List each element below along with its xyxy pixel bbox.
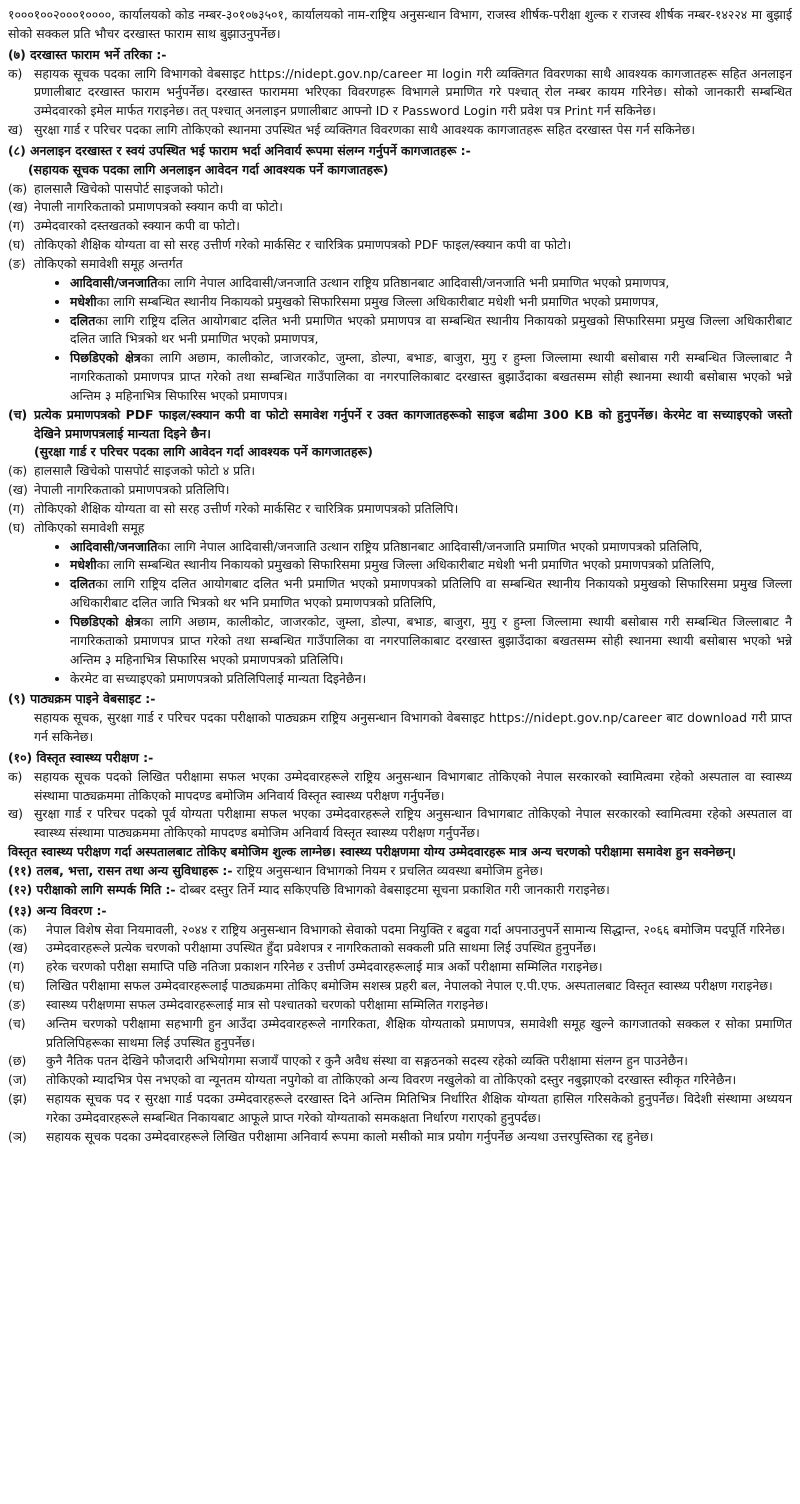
- item-text: सहायक सूचक पदका लागि विभागको वेबसाइट https://nidept.gov.np/career मा login गरी व्यक्तिगत विवरणका साथै आवश्यक कागजातहरू सहित अनलाइन प्रणालीबाट दरखास्त फाराम भर्नुपर्नेछ। दरखास्त फाराममा भरिएका विवरणहरू विभागले प्रमाणित गरे पश्चात् रोल नम्बर कायम गरिनेछ। सोको जानकारी सम्बन्धित उम्मेदवारको इमेल मार्फत गराइनेछ। तत् पश्चात् अनलाइन प्रणालीबाट आफ्नो ID र Password Login गरी प्रवेश पत्र Print गर्न सकिनेछ।: [34, 65, 792, 119]
- item-text: लिखित परीक्षामा सफल उम्मेदवारहरूलाई पाठ्यक्रममा तोकिए बमोजिम सशस्त्र प्रहरी बल, नेपालको नेपाल ए.पी.एफ. अस्पतालबाट विस्तृत स्वास्थ्य परीक्षण गराइनेछ।: [46, 978, 773, 994]
- section-8-heading: (८) अनलाइन दरखास्त र स्वयं उपस्थित भई फाराम भर्दा अनिवार्य रूपमा संलग्न गर्नुपर्ने कागजातहरू :-: [8, 142, 471, 158]
- bullet-text: का लागि नेपाल आदिवासी/जनजाति उत्थान राष्ट्रिय प्रतिष्ठानबाट आदिवासी/जनजाति भनी प्रमाणित भएको प्रमाणपत्र,: [157, 274, 670, 290]
- item-text: तोकिएको शैक्षिक योग्यता वा सो सरह उत्तीर्ण गरेको मार्कसिट र चारित्रिक प्रमाणपत्रको प्रतिलिपि।: [34, 500, 459, 516]
- item-label: (ज): [8, 1072, 27, 1088]
- doc-list-item: [8, 462, 792, 481]
- section-7-heading: (७) दरखास्त फाराम भर्ने तरिका :-: [8, 46, 167, 62]
- bullet-keyword: मधेशी: [70, 293, 97, 309]
- section-13-item: [8, 1071, 792, 1090]
- section-13-heading: (१३) अन्य विवरण :-: [8, 902, 107, 918]
- bullet-keyword: आदिवासी/जनजाति: [70, 274, 158, 290]
- intro-paragraph: १०००१००२०००१००००, कार्यालयको कोड नम्बर-३०१०७३५०१, कार्यालयको नाम-राष्ट्रिय अनुसन्धान विभाग, राजस्व शीर्षक-परीक्षा शुल्क र राजस्व शीर्षक नम्बर-१४२२४ मा बुझाई सोको सक्कल प्रति भौचर दरखास्त फाराम साथ बुझाउनुपर्नेछ।: [8, 7, 792, 41]
- item-text: सहायक सूचक पद र सुरक्षा गार्ड पदका उम्मेदवारहरूले दरखास्त दिने अन्तिम मितिभित्र निर्धारित शैक्षिक योग्यता हासिल गरिसकेको हुनुपर्नेछ। विदेशी संस्थामा अध्ययन गरेका उम्मेदवारहरूले सम्बन्धित निकायबाट आफूले प्राप्त गरेको योग्यताको समकक्षता निर्धारण गराएको हुनुपर्दछ।: [46, 1091, 793, 1125]
- guard-docs-subheading: (सुरक्षा गार्ड र परिचर पदका लागि आवेदन गर्दा आवश्यक पर्ने कागजातहरू): [34, 444, 373, 460]
- bullet-item: [70, 670, 792, 689]
- section-12-heading: (१२) परीक्षाको लागि सम्पर्क मिति :-: [8, 881, 176, 897]
- item-text: प्रत्येक प्रमाणपत्रको PDF फाइल/स्क्यान कपी वा फोटो समावेश गर्नुपर्ने र उक्त कागजातहरूको साइज बढीमा 300 KB को हुनुपर्नेछ। केरमेट वा सच्याइएको जस्तो देखिने प्रमाणपत्रलाई मान्यता दिइने छैन।: [34, 406, 792, 441]
- item-text: नेपाल विशेष सेवा नियमावली, २०४४ र राष्ट्रिय अनुसन्धान विभागको सेवाको पदमा नियुक्ति र बढुवा गर्दा अपनाउनुपर्ने सामान्य सिद्धान्त, २०६६ बमोजिम पदपूर्ति गरिनेछ।: [46, 921, 786, 937]
- item-label: (ग): [8, 959, 25, 975]
- item-text: सहायक सूचक पदका उम्मेदवारहरूले लिखित परीक्षामा अनिवार्य रूपमा कालो मसीको मात्र प्रयोग गर्नुपर्नेछ अन्यथा उत्तरपुस्तिका रद्द हुनेछ।: [46, 1128, 654, 1144]
- doc-list-item: [8, 255, 792, 274]
- bullet-item: [70, 349, 792, 406]
- item-label: (क): [8, 463, 28, 479]
- bullet-text: का लागि नेपाल आदिवासी/जनजाति उत्थान राष्ट्रिय प्रतिष्ठानबाट आदिवासी/जनजाति प्रमाणित भएको प्रमाणपत्रको प्रतिलिपि,: [157, 538, 703, 554]
- item-label: (ङ): [8, 255, 26, 271]
- bullet-text: का लागि सम्बन्धित स्थानीय निकायको प्रमुखको सिफारिसमा प्रमुख जिल्ला अधिकारीबाट मधेशी भनी प्रमाणित भएको प्रमाणपत्रको प्रतिलिपि,: [96, 557, 715, 573]
- item-text: उम्मेदवारहरूले प्रत्येक चरणको परीक्षामा उपस्थित हुँदा प्रवेशपत्र र नागरिकताको सक्कली प्रति साथमा लिई उपस्थित हुनुपर्नेछ।: [46, 940, 597, 956]
- doc-list-item: [8, 236, 792, 255]
- item-label: (ग): [8, 500, 25, 516]
- section-13-item: [8, 921, 792, 940]
- item-label: (छ): [8, 1053, 27, 1069]
- item-text: नेपाली नागरिकताको प्रमाणपत्रको स्क्यान कपी वा फोटो।: [34, 199, 283, 215]
- bullet-keyword: दलित: [70, 312, 96, 328]
- item-text: सहायक सूचक पदको लिखित परीक्षामा सफल भएका उम्मेदवारहरूले राष्ट्रिय अनुसन्धान विभागबाट तोकिएको नेपाल सरकारको स्वामित्वमा रहेको अस्पताल वा स्वास्थ्य संस्थामा पाठ्यक्रममा तोकिएको मापदण्ड बमोजिम अनिवार्य विस्तृत स्वास्थ्य परीक्षण गर्नुपर्नेछ।: [34, 768, 792, 803]
- section-12-text: दोब्बर दस्तुर तिर्ने म्याद सकिएपछि विभागको वेबसाइटमा सूचना प्रकाशित गरी जानकारी गराइनेछ।: [179, 881, 610, 897]
- item-text: अन्तिम चरणको परीक्षामा सहभागी हुन आउँदा उम्मेदवारहरूले नागरिकता, शैक्षिक योग्यताको प्रमाणपत्र, समावेशी समूह खुल्ने कागजातको सक्कल र सोका प्रमाणित प्रतिलिपिहरूका साथमा लिई उपस्थित हुनुपर्नेछ।: [46, 1015, 792, 1050]
- item-label: (घ): [8, 237, 25, 253]
- syllabus-website-text: सहायक सूचक, सुरक्षा गार्ड र परिचर पदका परीक्षाको पाठ्यक्रम राष्ट्रिय अनुसन्धान विभागको वेबसाइट https://nidept.gov.np/career बाट download गरी प्राप्त गर्न सकिनेछ।: [34, 710, 792, 745]
- item-label: (च): [8, 1015, 26, 1031]
- item-text: तोकिएको समावेशी समूह: [34, 519, 145, 535]
- item-label: (ख): [8, 940, 28, 956]
- item-text: सुरक्षा गार्ड र परिचर पदको पूर्व योग्यता परीक्षामा सफल भएका उम्मेदवारहरूले राष्ट्रिय अनुसन्धान विभागबाट तोकिएको नेपाल सरकारको स्वामित्वमा रहेको अस्पताल वा स्वास्थ्य संस्थामा पाठ्यक्रममा तोकिएको मापदण्ड बमोजिम अनिवार्य विस्तृत स्वास्थ्य परीक्षण गर्नुपर्नेछ।: [34, 806, 792, 841]
- section-9: [8, 690, 792, 747]
- bullet-item: [70, 293, 792, 312]
- section-13-item: [8, 939, 792, 958]
- item-text: हालसालै खिचेको पासपोर्ट साइजको फोटो ४ प्रति।: [34, 463, 256, 479]
- item-label: (क): [8, 921, 28, 937]
- item-text: हालसालै खिचेको पासपोर्ट साइजको फोटो।: [34, 180, 224, 196]
- item-label: क): [8, 768, 23, 784]
- bullet-text: का लागि अछाम, कालीकोट, जाजरकोट, जुम्ला, डोल्पा, बभाङ, बाजुरा, मुगु र हुम्ला जिल्लामा स्थायी बसोबास गरी सम्बन्धित जिल्लाबाट नै नागरिकताको प्रमाणपत्र प्राप्त गरेको तथा सम्बन्धित गाउँपालिका वा नगरपालिकाबाट दरखास्त बुझाउँदाका बखतसम्म सोही स्थानमा स्थायी बसोबास भएको भन्ने अन्तिम ३ महिनाभित्र सिफारिस भएको प्रमाणपत्रको प्रतिलिपि।: [70, 614, 793, 667]
- item-label: ख): [8, 122, 23, 138]
- section-11-heading: (११) तलब, भत्ता, रासन तथा अन्य सुविधाहरू :-: [8, 862, 233, 878]
- doc-list-item: [8, 217, 792, 236]
- doc-list-item: [8, 519, 792, 538]
- bullet-text: का लागि राष्ट्रिय दलित आयोगबाट दलित भनी प्रमाणित भएको प्रमाणपत्रको प्रतिलिपि वा सम्बन्धित स्थानीय निकायको प्रमुखको सिफारिसमा प्रमुख जिल्ला अधिकारीबाट दलित जाति भित्रको थर भनि प्रमाणित भएको प्रमाणपत्रको प्रतिलिपि,: [70, 576, 792, 611]
- item-label: (ङ): [8, 996, 26, 1012]
- item-label: (च): [8, 406, 28, 422]
- section-11-text: राष्ट्रिय अनुसन्धान विभागको नियम र प्रचलित व्यवस्था बमोजिम हुनेछ।: [236, 862, 544, 878]
- item-label: (घ): [8, 519, 25, 535]
- bullet-text: का लागि अछाम, कालीकोट, जाजरकोट, जुम्ला, डोल्पा, बभाङ, बाजुरा, मुगु र हुम्ला जिल्लामा स्थायी बसोबास गरी सम्बन्धित जिल्लाबाट नै नागरिकताको प्रमाणपत्र प्राप्त गरेको तथा सम्बन्धित गाउँपालिका वा नगरपालिकाबाट दरखास्त बुझाउँदाका बखतसम्म सोही स्थानमा स्थायी बसोबास भएको भन्ने अन्तिम ३ महिनाभित्र सिफारिस भएको प्रमाणपत्र।: [70, 350, 793, 403]
- section-13-item: [8, 1090, 792, 1128]
- section-7-item: [8, 65, 792, 122]
- section-8: [8, 142, 792, 688]
- section-9-heading: (९) पाठ्यक्रम पाइने वेबसाइट :-: [8, 691, 156, 707]
- bullet-item: [70, 575, 792, 613]
- item-label: (ञ): [8, 1128, 27, 1144]
- section-13-item: [8, 1015, 792, 1053]
- section-10-item: [8, 768, 792, 806]
- item-text: तोकिएको समावेशी समूह अन्तर्गत: [34, 255, 183, 271]
- item-text: नेपाली नागरिकताको प्रमाणपत्रको प्रतिलिपि।: [34, 482, 230, 498]
- bullet-keyword: पिछडिएको क्षेत्र: [70, 350, 141, 366]
- section-11: [8, 862, 792, 881]
- bullet-item: [70, 538, 792, 557]
- item-label: (झ): [8, 1091, 28, 1107]
- inclusive-group-list: [8, 538, 792, 689]
- section-10-item: [8, 805, 792, 843]
- section-13-item: [8, 958, 792, 977]
- item-text: हरेक चरणको परीक्षा समाप्ति पछि नतिजा प्रकाशन गरिनेछ र उत्तीर्ण उम्मेदवारहरूलाई मात्र अर्को परीक्षामा सम्मिलित गराइनेछ।: [46, 959, 603, 975]
- item-label: (ख): [8, 199, 28, 215]
- item-text: स्वास्थ्य परीक्षणमा सफल उम्मेदवारहरूलाई मात्र सो पश्चातको चरणको परीक्षामा सम्मिलित गराइनेछ।: [46, 996, 489, 1012]
- inclusive-group-list: [8, 274, 792, 406]
- section-10: [8, 749, 792, 862]
- section-13-item: [8, 996, 792, 1015]
- item-label: (घ): [8, 978, 25, 994]
- bullet-keyword: आदिवासी/जनजाति: [70, 538, 158, 554]
- doc-list-item: [8, 500, 792, 519]
- doc-list-item: [8, 481, 792, 500]
- item-label: (ख): [8, 482, 28, 498]
- item-label: (ग): [8, 218, 25, 234]
- bullet-item: [70, 274, 792, 293]
- doc-list-item: [8, 198, 792, 217]
- item-label: (क): [8, 180, 28, 196]
- online-docs-subheading: (सहायक सूचक पदका लागि अनलाइन आवेदन गर्दा आवश्यक पर्ने कागजातहरू): [28, 161, 389, 177]
- item-text: कुनै नैतिक पतन देखिने फौजदारी अभियोगमा सजायँ पाएको र कुनै अवैध संस्था वा सङ्गठनको सदस्य रहेको व्यक्ति परीक्षामा संलग्न हुन पाउनेछैन।: [46, 1053, 688, 1069]
- section-10-heading: (१०) विस्तृत स्वास्थ्य परीक्षण :-: [8, 749, 154, 765]
- item-text: उम्मेदवारको दस्तखतको स्क्यान कपी वा फोटो।: [34, 218, 240, 234]
- bullet-text: का लागि राष्ट्रिय दलित आयोगबाट दलित भनी प्रमाणित भएको प्रमाणपत्र वा सम्बन्धित स्थानीय निकायको प्रमुखको सिफारिसमा प्रमुख जिल्ला अधिकारीबाट दलित जाति भित्रको थर भनी प्रमाणित भएको प्रमाणपत्र,: [70, 312, 792, 347]
- section-7-item: [8, 121, 792, 140]
- section-7: [8, 46, 792, 140]
- bullet-keyword: मधेशी: [70, 557, 97, 573]
- bullet-keyword: दलित: [70, 576, 96, 592]
- item-label: ख): [8, 806, 23, 822]
- section-13-item: [8, 1052, 792, 1071]
- section-12: [8, 881, 792, 900]
- file-size-rule: [8, 406, 792, 444]
- item-label: क): [8, 65, 23, 81]
- bullet-item: [70, 613, 792, 670]
- item-text: सुरक्षा गार्ड र परिचर पदका लागि तोकिएको स्थानमा उपस्थित भई व्यक्तिगत विवरणका साथै आवश्यक कागजातहरू सहित दरखास्त पेस गर्न सकिनेछ।: [34, 122, 696, 138]
- health-fee-note: विस्तृत स्वास्थ्य परीक्षण गर्दा अस्पतालबाट तोकिए बमोजिम शुल्क लाग्नेछ। स्वास्थ्य परीक्षणमा योग्य उम्मेदवारहरू मात्र अन्य चरणको परीक्षामा समावेश हुन सक्नेछन्।: [8, 844, 736, 860]
- bullet-text: का लागि सम्बन्धित स्थानीय निकायको प्रमुखको सिफारिसमा प्रमुख जिल्ला अधिकारीबाट मधेशी भनी प्रमाणित भएको प्रमाणपत्र,: [96, 293, 659, 309]
- doc-list-item: [8, 180, 792, 199]
- section-13-item: [8, 977, 792, 996]
- section-13: [8, 902, 792, 1147]
- bullet-item: [70, 556, 792, 575]
- section-13-item: [8, 1128, 792, 1147]
- bullet-text: केरमेट वा सच्याइएको प्रमाणपत्रको प्रतिलिपिलाई मान्यता दिइनेछैन।: [70, 670, 367, 686]
- bullet-item: [70, 312, 792, 350]
- item-text: तोकिएको शैक्षिक योग्यता वा सो सरह उत्तीर्ण गरेको मार्कसिट र चारित्रिक प्रमाणपत्रको PDF फाइल/स्क्यान कपी वा फोटो।: [34, 237, 572, 253]
- bullet-keyword: पिछडिएको क्षेत्र: [70, 614, 141, 629]
- item-text: तोकिएको म्यादभित्र पेस नभएको वा न्यूनतम योग्यता नपुगेको वा तोकिएको अन्य विवरण नखुलेको वा तोकिएको दस्तुर नबुझाएको दरखास्त स्वीकृत गरिनेछैन।: [46, 1072, 737, 1088]
